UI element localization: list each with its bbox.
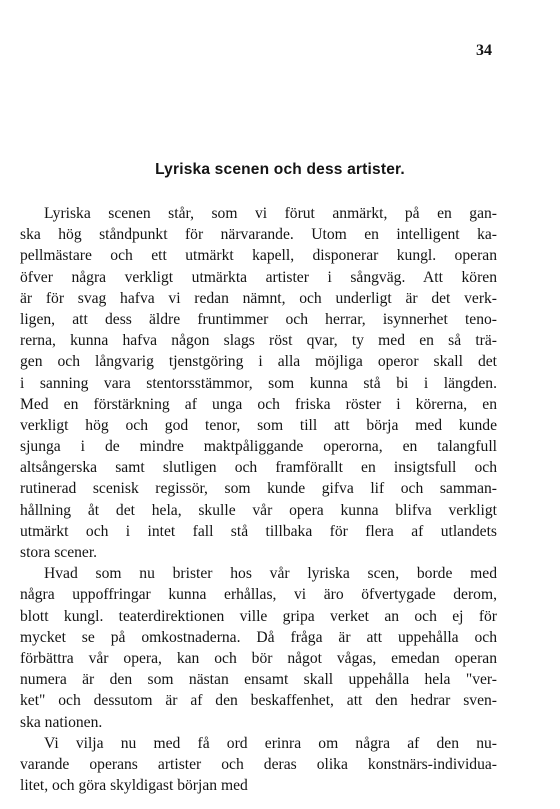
- text-line: numera är den som nästan ensamt skall uppehålla hela "ver-: [20, 671, 497, 689]
- text-line: i sanning vara stentorsstämmor, som kunna stå bi i längden.: [20, 374, 497, 392]
- text-line: Vi vilja nu med få ord erinra om några af den nu-: [44, 734, 497, 752]
- text-line: Med en förstärkning af unga och friska röster i körerna, en: [20, 395, 497, 413]
- text-line: pellmästare och ett utmärkt kapell, disponerar kungl. operan: [20, 247, 497, 265]
- body-text: [20, 203, 497, 796]
- text-line: gen och långvarig tjenstgöring i alla möjliga operor skall det: [20, 353, 497, 371]
- page-number: 34: [476, 42, 492, 59]
- text-line: litet, och göra skyldigast början med: [20, 777, 248, 795]
- text-line: blott kungl. teaterdirektionen ville gripa verket an och ej för: [20, 607, 497, 625]
- text-line: verkligt hög och god tenor, som till att börja med kunde: [20, 416, 497, 434]
- chapter-title: Lyriska scenen och dess artister.: [155, 161, 405, 178]
- text-line: sjunga i de mindre maktpåliggande operorna, en talangfull: [20, 438, 497, 456]
- text-line: Hvad som nu brister hos vår lyriska scen, borde med: [44, 565, 497, 583]
- text-line: öfver några verkligt utmärkta artister i sångväg. Att kören: [20, 268, 497, 286]
- text-line: ska nationen.: [20, 713, 103, 731]
- text-line: varande operans artister och deras olika konstnärs-individua-: [20, 755, 497, 773]
- text-line: några uppoffringar kunna erhållas, vi äro öfvertygade derom,: [20, 586, 497, 604]
- text-line: rerna, kunna hafva någon slags röst qvar, ty med en så trä-: [20, 332, 497, 350]
- text-line: altsångerska samt slutligen och framförallt en insigtsfull och: [20, 459, 497, 477]
- text-line: Lyriska scenen står, som vi förut anmärkt, på en gan-: [44, 205, 497, 222]
- text-line: ket" och dessutom är af den beskaffenhet, att den hedrar sven-: [20, 692, 497, 710]
- text-line: mycket se på omkostnaderna. Då fråga är att uppehålla och: [20, 628, 497, 646]
- text-line: hållning åt det hela, skulle vår opera kunna blifva verkligt: [20, 501, 497, 519]
- text-line: är för svag hafva vi redan nämnt, och underligt är det verk-: [20, 289, 497, 307]
- text-line: rutinerad scenisk regissör, som kunde gifva lif och samman-: [20, 480, 497, 498]
- text-line: ska hög ståndpunkt för närvarande. Utom en intelligent ka-: [20, 226, 497, 244]
- text-line: förbättra vår opera, kan och bör något vågas, emedan operan: [20, 649, 497, 667]
- text-line: stora scener.: [20, 544, 98, 561]
- text-line: ligen, att dess äldre fruntimmer och herrar, isynnerhet teno-: [20, 310, 497, 328]
- text-line: utmärkt och i intet fall stå tillbaka för flera af utlandets: [20, 522, 497, 540]
